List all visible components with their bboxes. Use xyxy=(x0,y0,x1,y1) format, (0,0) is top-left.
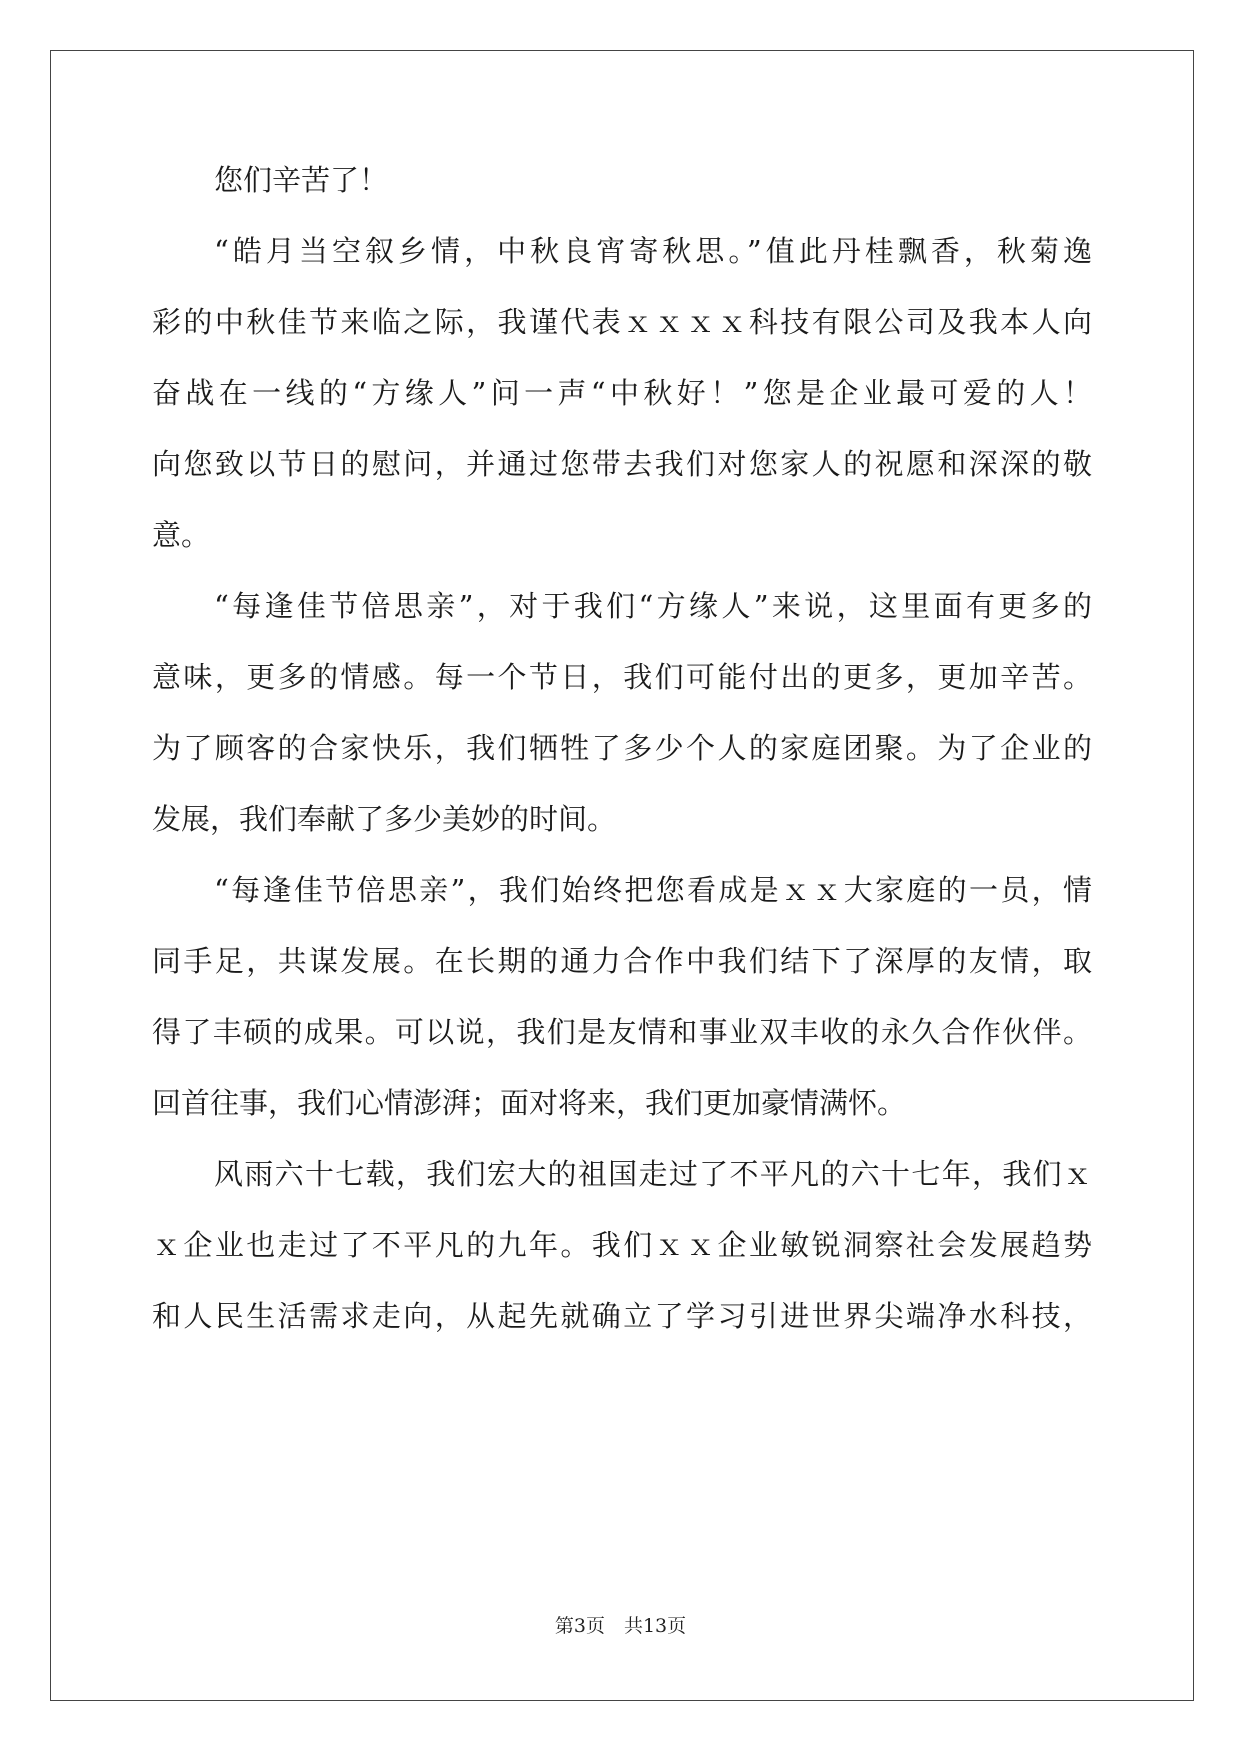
text-line: 得了丰硕的成果。可以说，我们是友情和事业双丰收的永久合作伙伴。 xyxy=(152,1015,1092,1049)
text-line: 发展，我们奉献了多少美妙的时间。 xyxy=(152,802,617,836)
text-line: 和人民生活需求走向，从起先就确立了学习引进世界尖端净水科技， xyxy=(152,1299,1092,1333)
text-line: 回首往事，我们心情澎湃；面对将来，我们更加豪情满怀。 xyxy=(152,1086,907,1120)
text-line: “皓月当空叙乡情，中秋良宵寄秋思。”值此丹桂飘香，秋菊逸 xyxy=(214,234,1092,268)
text-line: ｘ企业也走过了不平凡的九年。我们ｘｘ企业敏锐洞察社会发展趋势 xyxy=(152,1228,1092,1262)
text-line: 向您致以节日的慰问，并通过您带去我们对您家人的祝愿和深深的敬 xyxy=(152,447,1092,481)
text-line: 意味，更多的情感。每一个节日，我们可能付出的更多，更加辛苦。 xyxy=(152,660,1092,694)
text-line: 为了顾客的合家快乐，我们牺牲了多少个人的家庭团聚。为了企业的 xyxy=(152,731,1092,765)
text-line: 风雨六十七载，我们宏大的祖国走过了不平凡的六十七年，我们ｘ xyxy=(214,1157,1092,1191)
text-line: 奋战在一线的“方缘人”问一声“中秋好！”您是企业最可爱的人！ xyxy=(152,376,1092,410)
text-line: 您们辛苦了！ xyxy=(214,163,389,197)
page-number-footer: 第3页 共13页 xyxy=(554,1615,687,1637)
text-line: 彩的中秋佳节来临之际，我谨代表ｘｘｘｘ科技有限公司及我本人向 xyxy=(152,305,1092,339)
text-line: 同手足，共谋发展。在长期的通力合作中我们结下了深厚的友情，取 xyxy=(152,944,1092,978)
text-line: “每逢佳节倍思亲”，对于我们“方缘人”来说，这里面有更多的 xyxy=(214,589,1092,623)
text-line: 意。 xyxy=(152,518,211,552)
text-line: “每逢佳节倍思亲”，我们始终把您看成是ｘｘ大家庭的一员，情 xyxy=(214,873,1092,907)
